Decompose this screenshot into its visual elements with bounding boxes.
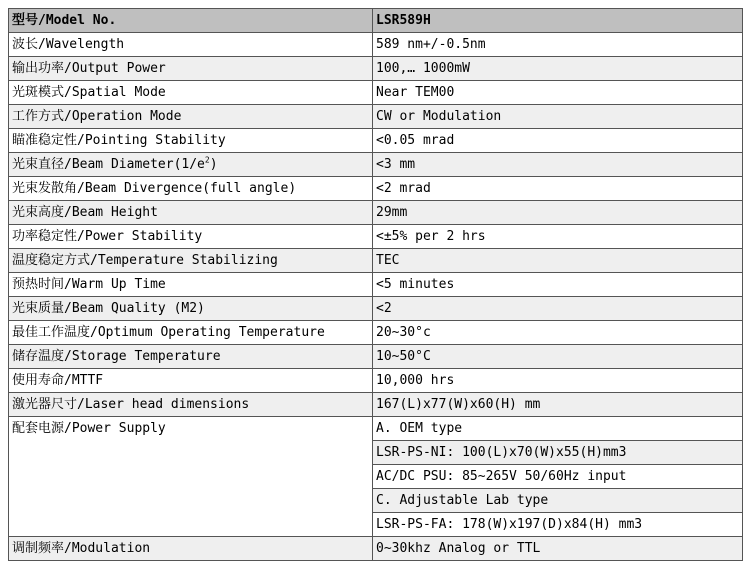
spec-label: 最佳工作温度/Optimum Operating Temperature [9,321,373,345]
spec-row-beam-divergence [9,177,743,201]
spec-value: 167(L)x77(W)x60(H) mm [373,393,743,417]
spec-row-beam-quality [9,297,743,321]
spec-value: <2 mrad [373,177,743,201]
spec-label: 调制频率/Modulation [9,537,373,561]
spec-value: <3 mm [373,153,743,177]
spec-label: 工作方式/Operation Mode [9,105,373,129]
spec-row-mttf [9,369,743,393]
spec-row-wavelength [9,33,743,57]
spec-row-warm-up-time [9,273,743,297]
spec-label: 储存温度/Storage Temperature [9,345,373,369]
power-supply-option: A. OEM type [373,417,743,441]
header-label: 型号/Model No. [9,9,373,33]
power-supply-option: C. Adjustable Lab type [373,489,743,513]
label-text: 光束直径/Beam Diameter(1/e [12,157,205,172]
spec-row-beam-diameter [9,153,743,177]
spec-label [9,153,373,177]
label-text-end: ) [209,157,218,172]
spec-row-output-power [9,57,743,81]
spec-row-laser-head-dimensions [9,393,743,417]
spec-value: 29mm [373,201,743,225]
spec-label: 激光器尺寸/Laser head dimensions [9,393,373,417]
spec-row-power-stability [9,225,743,249]
spec-value: 10~50°C [373,345,743,369]
spec-row-spatial-mode [9,81,743,105]
spec-value: <±5% per 2 hrs [373,225,743,249]
spec-label: 光斑模式/Spatial Mode [9,81,373,105]
spec-label: 光束质量/Beam Quality (M2) [9,297,373,321]
spec-row-pointing-stability [9,129,743,153]
spec-value: <0.05 mrad [373,129,743,153]
spec-label: 使用寿命/MTTF [9,369,373,393]
spec-value: 10,000 hrs [373,369,743,393]
spec-row-temperature-stabilizing [9,249,743,273]
power-supply-option: LSR-PS-FA: 178(W)x197(D)x84(H) mm3 [373,513,743,537]
spec-table [8,8,743,561]
spec-value: 0~30khz Analog or TTL [373,537,743,561]
spec-label: 输出功率/Output Power [9,57,373,81]
spec-value: 589 nm+/-0.5nm [373,33,743,57]
spec-label: 瞄准稳定性/Pointing Stability [9,129,373,153]
header-value: LSR589H [373,9,743,33]
spec-label: 温度稳定方式/Temperature Stabilizing [9,249,373,273]
spec-label: 光束高度/Beam Height [9,201,373,225]
spec-label: 功率稳定性/Power Stability [9,225,373,249]
power-supply-label: 配套电源/Power Supply [9,417,373,537]
spec-row-beam-height [9,201,743,225]
spec-value: TEC [373,249,743,273]
label-superscript: 2 [204,155,210,165]
spec-value: Near TEM00 [373,81,743,105]
spec-row-storage-temperature [9,345,743,369]
spec-value: 100,… 1000mW [373,57,743,81]
spec-row-modulation [9,537,743,561]
header-row [9,9,743,33]
spec-value: <2 [373,297,743,321]
spec-label: 预热时间/Warm Up Time [9,273,373,297]
power-supply-option: AC/DC PSU: 85~265V 50/60Hz input [373,465,743,489]
spec-value: CW or Modulation [373,105,743,129]
spec-row-optimum-temperature [9,321,743,345]
spec-label: 光束发散角/Beam Divergence(full angle) [9,177,373,201]
spec-value: <5 minutes [373,273,743,297]
power-supply-option: LSR-PS-NI: 100(L)x70(W)x55(H)mm3 [373,441,743,465]
spec-value: 20~30°c [373,321,743,345]
spec-row-operation-mode [9,105,743,129]
spec-label: 波长/Wavelength [9,33,373,57]
spec-row-power-supply [9,417,743,441]
